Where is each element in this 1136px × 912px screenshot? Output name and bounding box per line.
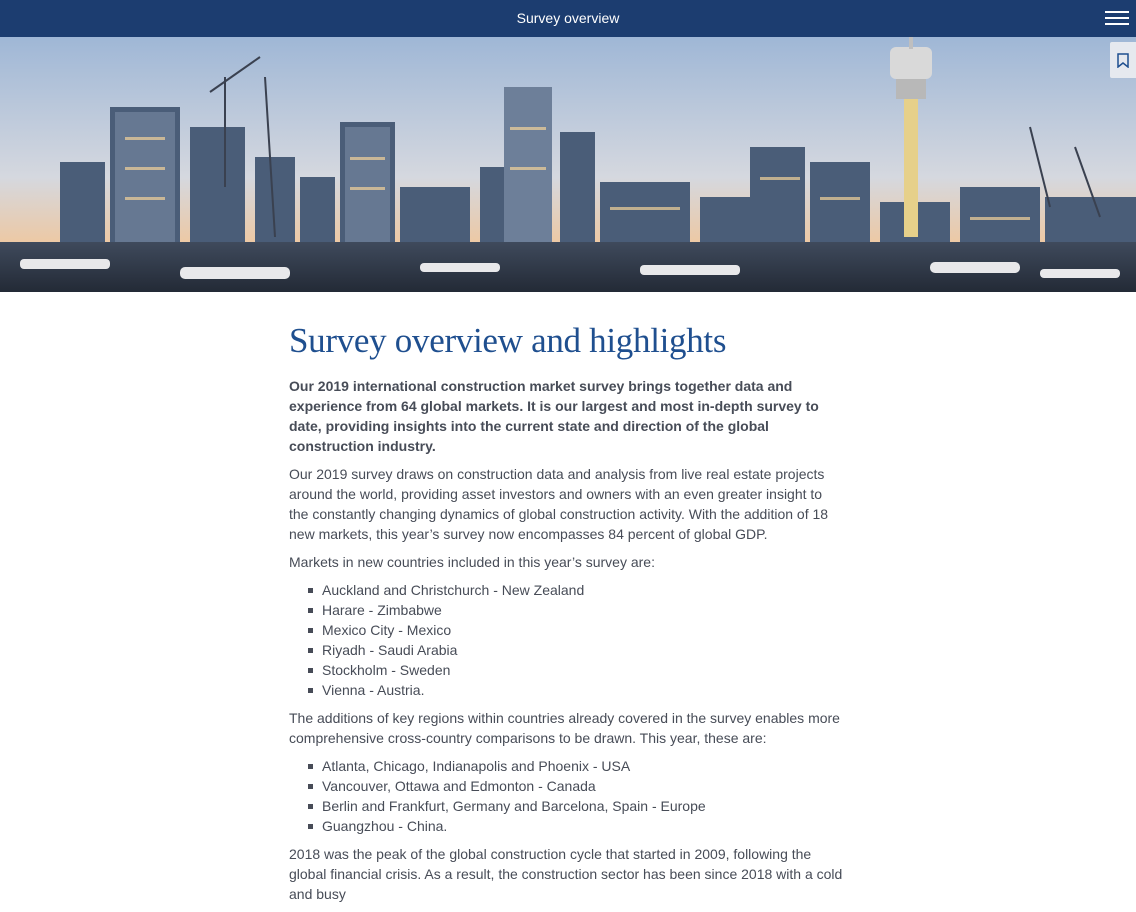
list-item: Guangzhou - China. [322,816,845,836]
new-markets-intro: Markets in new countries included in this year’s survey are: [289,554,655,570]
article-body [289,320,845,912]
hero-image [0,37,1136,292]
bookmark-button[interactable] [1110,42,1136,78]
intro-paragraph: Our 2019 survey draws on construction data and analysis from live real estate projects around the world, providing asset investors and owners with an even greater insight to the constantly changing dynamics of global construction activity. With the addition of 18 new markets, this year’s survey now encompasses 84 percent of global GDP. [289,466,829,542]
list-item: Vienna - Austria. [322,680,845,700]
list-item: Mexico City - Mexico [322,620,845,640]
page-header-title: Survey overview [516,10,620,26]
bookmark-icon [1117,53,1129,68]
regions-intro: The additions of key regions within countries already covered in the survey enables more comprehensive cross-country comparisons to be drawn. This year, these are: [289,710,840,746]
list-item: Harare - Zimbabwe [322,600,845,620]
list-item: Riyadh - Saudi Arabia [322,640,845,660]
list-item: Atlanta, Chicago, Indianapolis and Phoenix - USA [322,756,845,776]
top-navigation-bar [0,0,1136,37]
hamburger-menu-icon[interactable] [1105,9,1129,27]
list-item: Auckland and Christchurch - New Zealand [322,580,845,600]
list-item: Berlin and Frankfurt, Germany and Barcelona, Spain - Europe [322,796,845,816]
cycle-paragraph: 2018 was the peak of the global construction cycle that started in 2009, following the global financial crisis. As a result, the construction sector has been since 2018 with a cold and busy [289,846,843,902]
list-item: Stockholm - Sweden [322,660,845,680]
list-item: Vancouver, Ottawa and Edmonton - Canada [322,776,845,796]
regions-list [289,756,845,836]
lead-paragraph: Our 2019 international construction market survey brings together data and experience from 64 global markets. It is our largest and most in-depth survey to date, providing insights into the current state and direction of the global construction industry. [289,378,819,454]
new-markets-list [289,580,845,700]
page-title: Survey overview and highlights [289,321,727,360]
